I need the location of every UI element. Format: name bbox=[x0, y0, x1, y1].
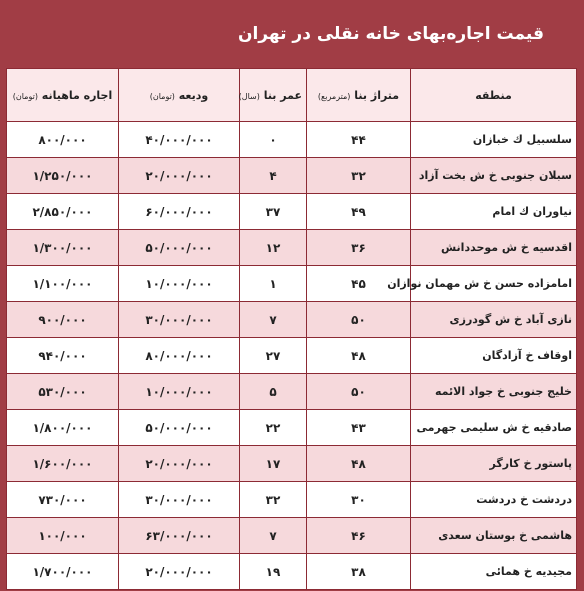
cell-age: ۱۷ bbox=[240, 446, 307, 482]
cell-area: ۴۸ bbox=[307, 446, 411, 482]
cell-area: ۵۰ bbox=[307, 302, 411, 338]
header-area bbox=[307, 69, 411, 122]
title-bar bbox=[0, 0, 584, 68]
cell-region: هاشمی خ بوستان سعدی bbox=[411, 518, 577, 554]
cell-region: دردشت خ دردشت bbox=[411, 482, 577, 518]
cell-deposit: ۱۰/۰۰۰/۰۰۰ bbox=[119, 374, 240, 410]
cell-rent: ۱/۷۰۰/۰۰۰ bbox=[7, 554, 119, 590]
cell-area: ۴۸ bbox=[307, 338, 411, 374]
header-area-label: متراژ بنا bbox=[354, 88, 400, 102]
cell-age: ۱۹ bbox=[240, 554, 307, 590]
cell-age: ۳۲ bbox=[240, 482, 307, 518]
cell-region: نازی آباد خ ش گودرزی bbox=[411, 302, 577, 338]
cell-age: ۲۷ bbox=[240, 338, 307, 374]
table-header bbox=[7, 69, 577, 122]
cell-rent: ۵۳۰/۰۰۰ bbox=[7, 374, 119, 410]
cell-region: سبلان جنوبی خ ش بخت آزاد bbox=[411, 158, 577, 194]
cell-age: ۷ bbox=[240, 518, 307, 554]
header-area-unit: (مترمربع) bbox=[317, 91, 351, 101]
table-body bbox=[7, 122, 577, 590]
cell-area: ۳۶ bbox=[307, 230, 411, 266]
cell-rent: ۱۰۰/۰۰۰ bbox=[7, 518, 119, 554]
cell-rent: ۸۰۰/۰۰۰ bbox=[7, 122, 119, 158]
cell-region: اقدسیه خ ش موحددانش bbox=[411, 230, 577, 266]
header-age-label: عمر بنا bbox=[263, 88, 302, 102]
cell-rent: ۲/۸۵۰/۰۰۰ bbox=[7, 194, 119, 230]
cell-deposit: ۶۳/۰۰۰/۰۰۰ bbox=[119, 518, 240, 554]
header-age bbox=[240, 69, 307, 122]
cell-region: سلسبیل ك خبازان bbox=[411, 122, 577, 158]
cell-rent: ۱/۸۰۰/۰۰۰ bbox=[7, 410, 119, 446]
table-row bbox=[7, 194, 577, 230]
header-region-label: منطقه bbox=[475, 88, 512, 102]
cell-age: ۱ bbox=[240, 266, 307, 302]
cell-deposit: ۴۰/۰۰۰/۰۰۰ bbox=[119, 122, 240, 158]
page-title: قیمت اجاره‌بهای خانه نقلی در تهران bbox=[237, 24, 544, 44]
cell-age: ۱۲ bbox=[240, 230, 307, 266]
table-row bbox=[7, 518, 577, 554]
header-deposit bbox=[119, 69, 240, 122]
rent-table bbox=[6, 68, 577, 590]
header-deposit-unit: (تومان) bbox=[149, 91, 175, 101]
cell-deposit: ۳۰/۰۰۰/۰۰۰ bbox=[119, 482, 240, 518]
cell-age: ۳۷ bbox=[240, 194, 307, 230]
cell-age: ۲۲ bbox=[240, 410, 307, 446]
cell-region: امامزاده حسن خ ش مهمان نوازان bbox=[411, 266, 577, 302]
cell-age: ۰ bbox=[240, 122, 307, 158]
cell-age: ۴ bbox=[240, 158, 307, 194]
cell-deposit: ۶۰/۰۰۰/۰۰۰ bbox=[119, 194, 240, 230]
cell-rent: ۱/۳۰۰/۰۰۰ bbox=[7, 230, 119, 266]
cell-region: اوقاف خ آزادگان bbox=[411, 338, 577, 374]
header-age-unit: (سال) bbox=[238, 91, 260, 101]
cell-region: نیاوران ك امام bbox=[411, 194, 577, 230]
cell-area: ۳۰ bbox=[307, 482, 411, 518]
cell-area: ۴۳ bbox=[307, 410, 411, 446]
table-row bbox=[7, 374, 577, 410]
table-row bbox=[7, 122, 577, 158]
header-rent-unit: (تومان) bbox=[12, 91, 38, 101]
cell-deposit: ۵۰/۰۰۰/۰۰۰ bbox=[119, 410, 240, 446]
cell-area: ۵۰ bbox=[307, 374, 411, 410]
cell-region: پاستور خ کارگر bbox=[411, 446, 577, 482]
table-row bbox=[7, 446, 577, 482]
cell-area: ۴۴ bbox=[307, 122, 411, 158]
cell-area: ۳۲ bbox=[307, 158, 411, 194]
table-row bbox=[7, 554, 577, 590]
table-row bbox=[7, 266, 577, 302]
table-row bbox=[7, 410, 577, 446]
cell-age: ۵ bbox=[240, 374, 307, 410]
cell-deposit: ۸۰/۰۰۰/۰۰۰ bbox=[119, 338, 240, 374]
cell-deposit: ۳۰/۰۰۰/۰۰۰ bbox=[119, 302, 240, 338]
cell-rent: ۱/۱۰۰/۰۰۰ bbox=[7, 266, 119, 302]
cell-deposit: ۲۰/۰۰۰/۰۰۰ bbox=[119, 554, 240, 590]
cell-rent: ۱/۶۰۰/۰۰۰ bbox=[7, 446, 119, 482]
table-row bbox=[7, 302, 577, 338]
cell-region: خلیج جنوبی خ جواد الائمه bbox=[411, 374, 577, 410]
cell-area: ۴۵ bbox=[307, 266, 411, 302]
header-rent bbox=[7, 69, 119, 122]
cell-rent: ۹۴۰/۰۰۰ bbox=[7, 338, 119, 374]
table-row bbox=[7, 482, 577, 518]
table-row bbox=[7, 230, 577, 266]
cell-area: ۴۶ bbox=[307, 518, 411, 554]
header-deposit-label: ودیعه bbox=[178, 88, 209, 102]
cell-rent: ۷۳۰/۰۰۰ bbox=[7, 482, 119, 518]
cell-deposit: ۲۰/۰۰۰/۰۰۰ bbox=[119, 158, 240, 194]
header-rent-label: اجاره ماهیانه bbox=[41, 88, 113, 102]
cell-deposit: ۲۰/۰۰۰/۰۰۰ bbox=[119, 446, 240, 482]
cell-region: مجیدیه خ همائی bbox=[411, 554, 577, 590]
cell-rent: ۱/۲۵۰/۰۰۰ bbox=[7, 158, 119, 194]
cell-rent: ۹۰۰/۰۰۰ bbox=[7, 302, 119, 338]
cell-deposit: ۵۰/۰۰۰/۰۰۰ bbox=[119, 230, 240, 266]
header-region bbox=[411, 69, 577, 122]
table-row bbox=[7, 338, 577, 374]
header-row bbox=[7, 69, 577, 122]
cell-area: ۳۸ bbox=[307, 554, 411, 590]
cell-deposit: ۱۰/۰۰۰/۰۰۰ bbox=[119, 266, 240, 302]
cell-area: ۴۹ bbox=[307, 194, 411, 230]
cell-region: صادقیه خ ش سلیمی جهرمی bbox=[411, 410, 577, 446]
table-row bbox=[7, 158, 577, 194]
cell-age: ۷ bbox=[240, 302, 307, 338]
table-container bbox=[6, 68, 576, 587]
